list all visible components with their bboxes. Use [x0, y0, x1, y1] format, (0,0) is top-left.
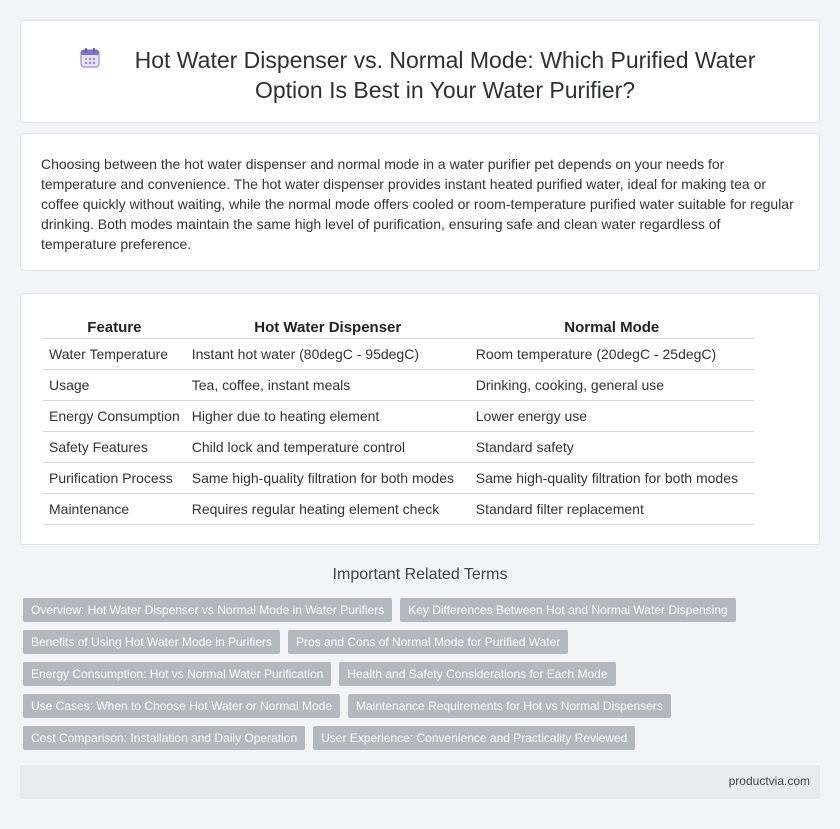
table-row	[43, 432, 754, 463]
table-cell: Safety Features	[43, 432, 186, 463]
table-cell: Standard filter replacement	[470, 494, 754, 525]
table-cell: Energy Consumption	[43, 401, 186, 432]
related-term-link[interactable]: Pros and Cons of Normal Mode for Purified Water	[288, 630, 568, 654]
tag-row	[23, 662, 823, 686]
header-feature: Feature	[43, 316, 186, 339]
table-cell: Purification Process	[43, 463, 186, 494]
related-term-link[interactable]: Cost Comparison: Installation and Daily Operation	[23, 726, 305, 750]
related-term-link[interactable]: Key Differences Between Hot and Normal Water Dispensing	[400, 598, 735, 622]
table-row	[43, 494, 754, 525]
table-row	[43, 370, 754, 401]
table-cell: Drinking, cooking, general use	[470, 370, 754, 401]
page-title: Hot Water Dispenser vs. Normal Mode: Which Purified Water Option Is Best in Your Water Purifier?	[134, 47, 756, 103]
table-cell: Requires regular heating element check	[186, 494, 470, 525]
table-cell: Instant hot water (80degC - 95degC)	[186, 339, 470, 370]
tag-row	[23, 630, 823, 654]
table-cell: Standard safety	[470, 432, 754, 463]
footer	[20, 765, 820, 799]
table-cell: Water Temperature	[43, 339, 186, 370]
related-term-link[interactable]: Benefits of Using Hot Water Mode in Purifiers	[23, 630, 280, 654]
related-term-link[interactable]: Use Cases: When to Choose Hot Water or Normal Mode	[23, 694, 340, 718]
related-term-link[interactable]: Maintenance Requirements for Hot vs Normal Dispensers	[348, 694, 671, 718]
related-terms-heading: Important Related Terms	[332, 566, 508, 583]
table-row	[43, 339, 754, 370]
table-cell: Usage	[43, 370, 186, 401]
related-term-link[interactable]: User Experience: Convenience and Practicality Reviewed	[313, 726, 635, 750]
tag-row	[23, 726, 823, 750]
table-cell: Room temperature (20degC - 25degC)	[470, 339, 754, 370]
related-term-link[interactable]: Health and Safety Considerations for Each Mode	[339, 662, 615, 686]
header-hot-water: Hot Water Dispenser	[186, 316, 470, 339]
header-normal-mode: Normal Mode	[470, 316, 754, 339]
comparison-table	[43, 316, 754, 525]
title-card	[20, 20, 820, 123]
tag-row	[23, 694, 823, 718]
intro-paragraph: Choosing between the hot water dispenser and normal mode in a water purifier pet depends on your needs for temperature and convenience. The hot water dispenser provides instant heated purified water, ideal for making tea or coffee quickly without waiting, while the normal mode offers cooled or room-temperature purified water suitable for regular drinking. Both modes maintain the same high level of purification, ensuring safe and clean water regardless of temperature preference.	[41, 156, 794, 252]
table-cell: Same high-quality filtration for both modes	[186, 463, 470, 494]
related-term-link[interactable]: Overview: Hot Water Dispenser vs Normal Mode in Water Purifiers	[23, 598, 392, 622]
table-cell: Higher due to heating element	[186, 401, 470, 432]
table-row	[43, 401, 754, 432]
table-header-row	[43, 316, 754, 339]
table-cell: Same high-quality filtration for both modes	[470, 463, 754, 494]
tag-row	[23, 598, 823, 622]
comparison-card	[20, 293, 820, 545]
table-cell: Child lock and temperature control	[186, 432, 470, 463]
related-term-link[interactable]: Energy Consumption: Hot vs Normal Water Purification	[23, 662, 331, 686]
intro-card	[20, 133, 820, 271]
table-cell: Maintenance	[43, 494, 186, 525]
related-terms-list	[23, 598, 823, 758]
footer-site-name[interactable]: productvia.com	[728, 774, 810, 788]
table-row	[43, 463, 754, 494]
table-cell: Lower energy use	[470, 401, 754, 432]
table-cell: Tea, coffee, instant meals	[186, 370, 470, 401]
